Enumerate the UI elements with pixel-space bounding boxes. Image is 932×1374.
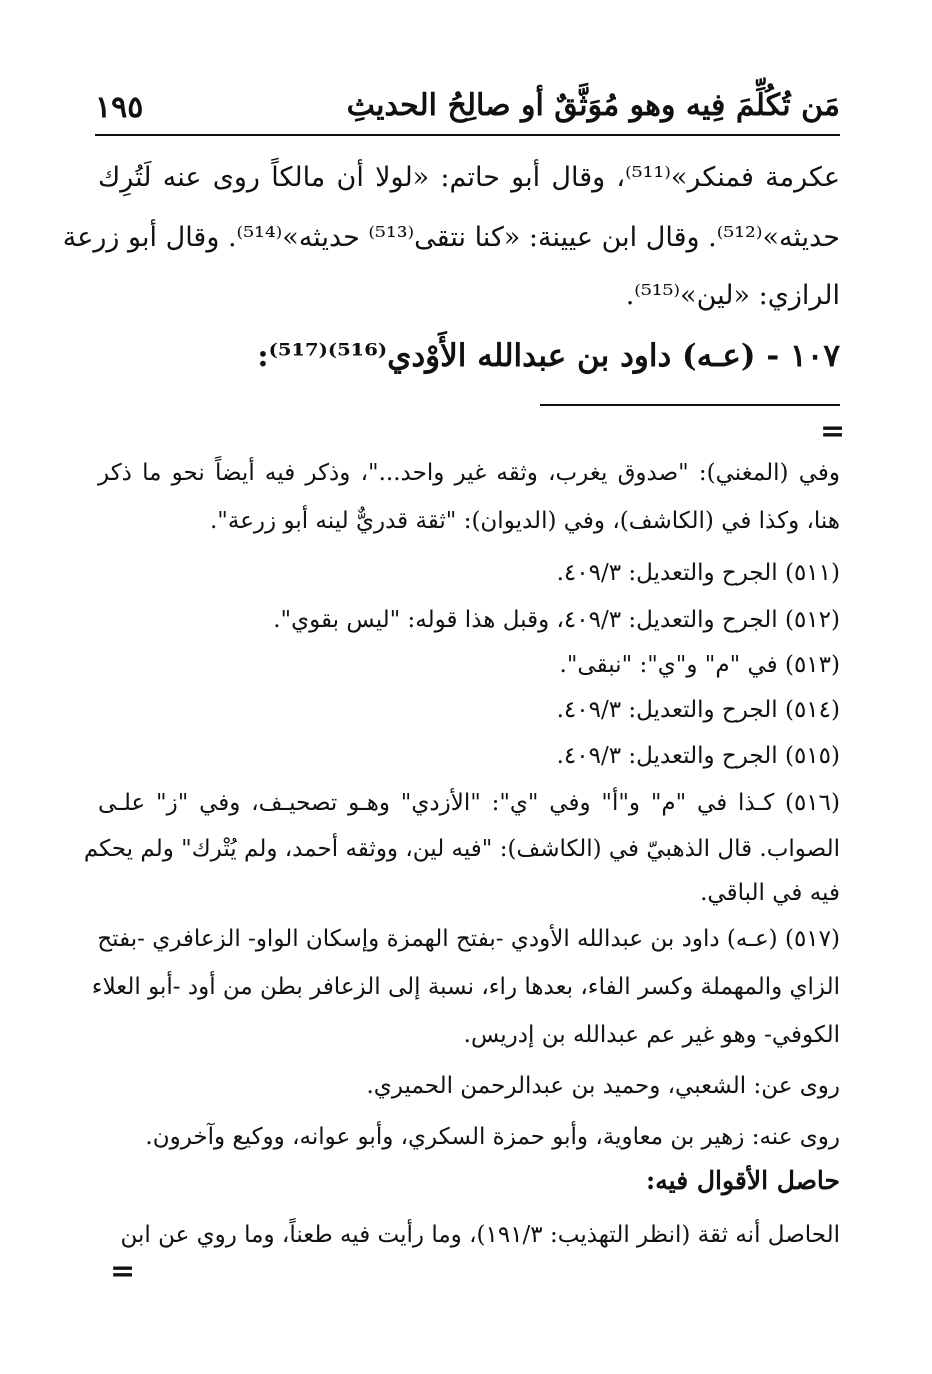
footnote-517-narrators: روى عنه: زهير بن معاوية، وأبو حمزة السكري، وأبو عوانه، ووكيع وآخرون. — [145, 1124, 840, 1150]
footnote-516-line-2: الصواب. قال الذهبيّ في (الكاشف): "فيه لين، ووثقه أحمد، ولم يُتْرك" ولم يحكم — [83, 836, 840, 862]
page-header — [95, 82, 840, 136]
page-number: ١٩٥ — [95, 90, 144, 125]
footnote-separator — [540, 404, 840, 406]
footnote-511: (٥١١) الجرح والتعديل: ٤٠٩/٣. — [556, 560, 840, 586]
body-line-2: حديثه»⁽⁵¹²⁾. وقال ابن عيينة: «كنا نتقى⁽⁵¹³⁾ حديثه»⁽⁵¹⁴⁾. وقال أبو زرعة — [62, 222, 840, 253]
footnote-517-narrated-from: روى عن: الشعبي، وحميد بن عبدالرحمن الحميري. — [366, 1073, 840, 1099]
section-heading: حاصل الأقوال فيه: — [646, 1166, 840, 1195]
footnote-512: (٥١٢) الجرح والتعديل: ٤٠٩/٣، وقبل هذا قوله: "ليس بقوي". — [273, 607, 840, 633]
footnote-517-line-2: الزاي والمهملة وكسر الفاء، بعدها راء، نسبة إلى الزعافر بطن من أود -أبو العلاء — [91, 974, 840, 1000]
footnote-line-2: هنا، وكذا في (الكاشف)، وفي (الديوان): "ثقة قدريٌّ لينه أبو زرعة". — [209, 508, 840, 534]
footnote-515: (٥١٥) الجرح والتعديل: ٤٠٩/٣. — [556, 743, 840, 769]
footnote-516-line-3: فيه في الباقي. — [700, 880, 840, 906]
footnote-continues-marker: = — [110, 1254, 136, 1289]
body-line-3: الرازي: «لين»⁽⁵¹⁵⁾. — [625, 280, 840, 311]
footnote-517-line-3: الكوفي- وهو غير عم عبدالله بن إدريس. — [463, 1022, 840, 1048]
footnote-514: (٥١٤) الجرح والتعديل: ٤٠٩/٣. — [556, 697, 840, 723]
footnote-513: (٥١٣) في "م" و"ي": "نبقى". — [559, 652, 840, 678]
body-line-1: عكرمة فمنكر»⁽⁵¹¹⁾، وقال أبو حاتم: «لولا أن مالكاً روى عنه لَتُرِك — [98, 162, 840, 193]
entry-heading: ١٠٧ - (عـه) داود بن عبدالله الأَوْدي⁽⁵¹⁶⁾⁽⁵¹⁷⁾: — [257, 338, 840, 374]
summary-line: الحاصل أنه ثقة (انظر التهذيب: ١٩١/٣)، وما رأيت فيه طعناً، وما روي عن ابن — [120, 1222, 840, 1248]
running-title: مَن تُكُلِّمَ فِيه وهو مُوَثَّقٌ أو صالِحُ الحديثِ — [346, 88, 840, 123]
footnote-516-line-1: (٥١٦) كـذا في "م" و"أ" وفي "ي": "الأزدي" وهـو تصحيـف، وفي "ز" علـى — [98, 790, 840, 816]
footnote-continued-marker: = — [820, 414, 846, 449]
footnote-line-1: وفي (المغني): "صدوق يغرب، وثقه غير واحد..."، وذكر فيه أيضاً نحو ما ذكر — [98, 460, 840, 486]
footnote-517-line-1: (٥١٧) (عـه) داود بن عبدالله الأودي -بفتح الهمزة وإسكان الواو- الزعافري -بفتح — [97, 926, 840, 952]
